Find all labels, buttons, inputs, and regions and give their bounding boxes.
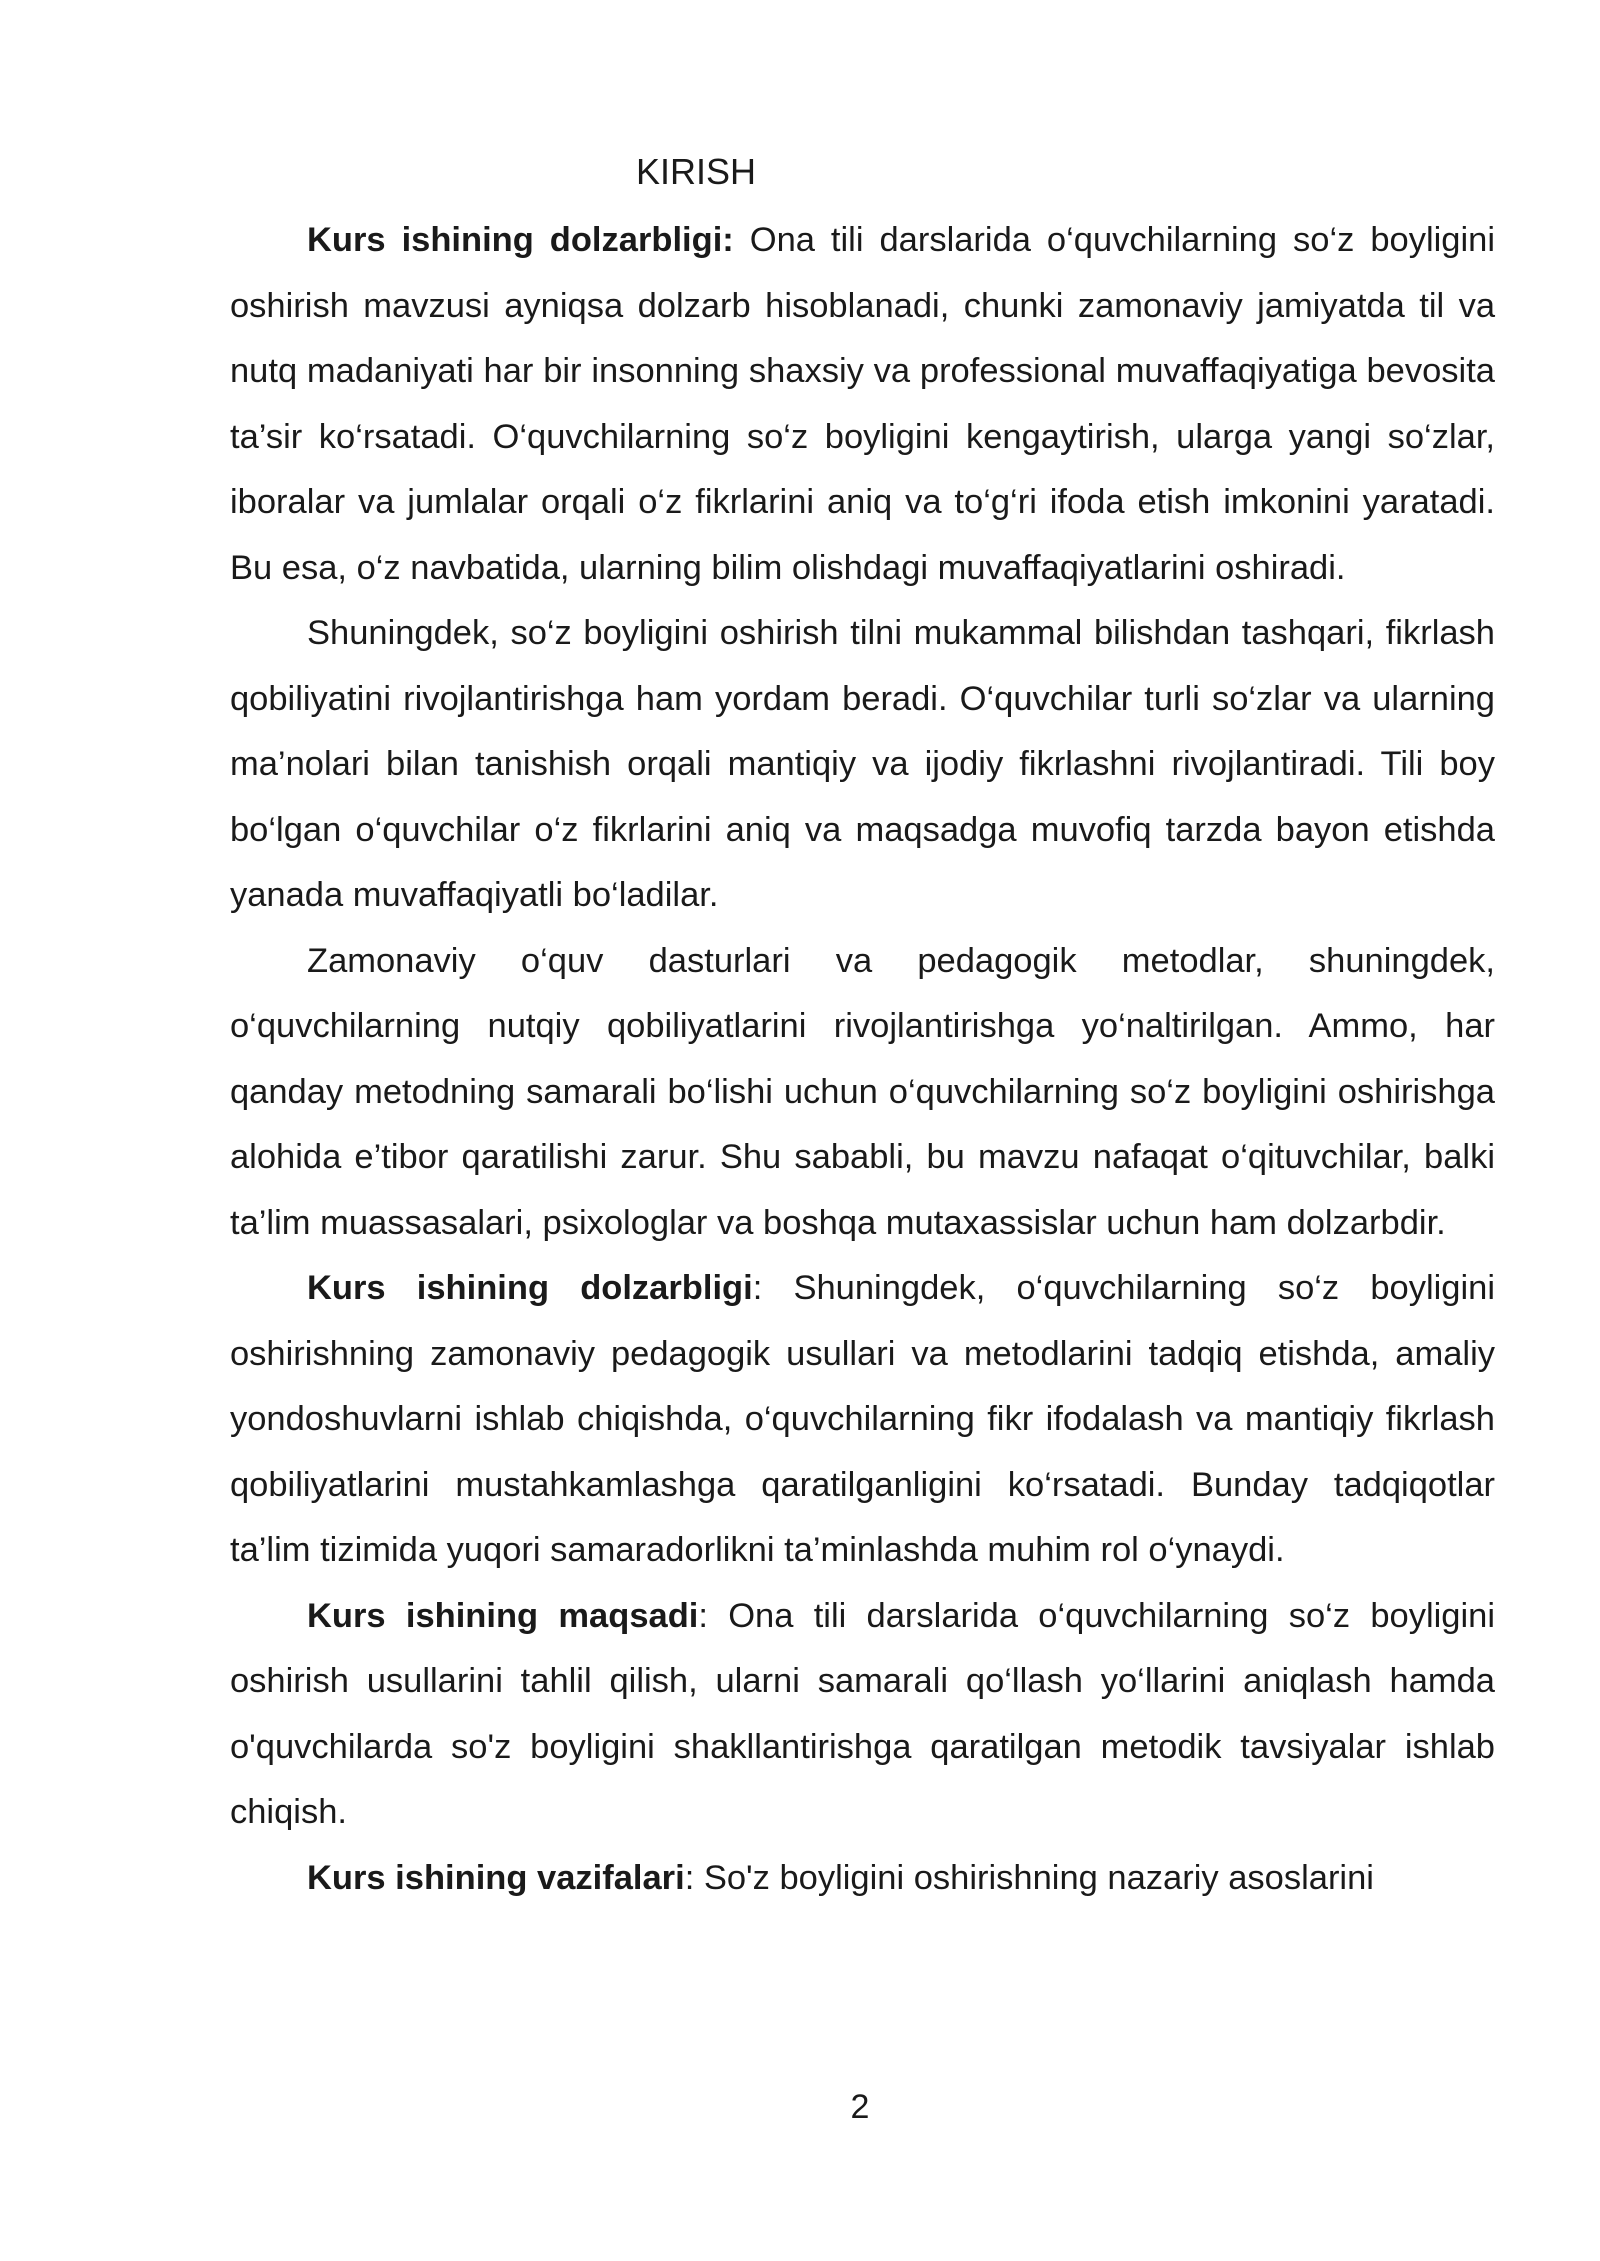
- paragraph-label: Kurs ishining dolzarbligi: [307, 1269, 753, 1307]
- paragraph-vazifalari: [230, 1846, 1495, 1912]
- paragraph-text: Shuningdek, so‘z boyligini oshirish tilni mukammal bilishdan tashqari, fikrlash qobiliyatini rivojlantirishga ham yordam beradi. O‘quvchilar turli so‘zlar va ularning ma’nolari bilan tanishish orqali mantiqiy va ijodiy fikrlashni rivojlantiradi. Tili boy bo‘lgan o‘quvchilar o‘z fikrlarini aniq va maqsadga muvofiq tarzda bayon etishda yanada muvaffaqiyatli bo‘ladilar.: [230, 614, 1495, 914]
- paragraph-label: Kurs ishining maqsadi: [307, 1596, 699, 1635]
- paragraph-text: : Ona tili darslarida o‘quvchilarning so‘z boyligini oshirish usullarini tahlil qilish, ularni samarali qo‘llash yo‘llarini aniqlash hamda o'quvchilarda so'z boyligini shakllantirishga qaratilgan metodik tavsiyalar ishlab chiqish.: [230, 1596, 1495, 1831]
- paragraph-dolzarbligi-2: [230, 1256, 1495, 1584]
- paragraph-text: Zamonaviy o‘quv dasturlari va pedagogik metodlar, shuningdek, o‘quvchilarning nutqiy qobiliyatlarini rivojlantirishga yo‘naltirilgan. Ammo, har qanday metodning samarali bo‘lishi uchun o‘quvchilarning so‘z boyligini oshirishga alohida e’tibor qaratilishi zarur. Shu sababli, bu mavzu nafaqat o‘qituvchilar, balki ta’lim muassasalari, psixologlar va boshqa mutaxassislar uchun ham dolzarbdir.: [230, 941, 1495, 1242]
- paragraph-zamonaviy: [230, 929, 1495, 1257]
- paragraph-dolzarbligi: [230, 208, 1495, 601]
- paragraph-label: Kurs ishining vazifalari: [307, 1858, 685, 1897]
- page-number: 2: [850, 2088, 870, 2126]
- page-title: KIRISH: [636, 151, 757, 192]
- paragraph-label: Kurs ishining dolzarbligi:: [307, 221, 734, 259]
- paragraph-maqsadi: [230, 1584, 1495, 1846]
- paragraph-shuningdek: [230, 601, 1495, 929]
- paragraph-text: : Shuningdek, o‘quvchilarning so‘z boyligini oshirishning zamonaviy pedagogik usullari va metodlarini tadqiq etishda, amaliy yondoshuvlarni ishlab chiqishda, o‘quvchilarning fikr ifodalash va mantiqiy fikrlash qobiliyatlarini mustahkamlashga qaratilganligini ko‘rsatadi. Bunday tadqiqotlar ta’lim tizimida yuqori samaradorlikni ta’minlashda muhim rol o‘ynaydi.: [230, 1269, 1496, 1569]
- paragraph-text: Ona tili darslarida o‘quvchilarning so‘z boyligini oshirish mavzusi ayniqsa dolzarb hisoblanadi, chunki zamonaviy jamiyatda til va nutq madaniyati har bir insonning shaxsiy va professional muvaffaqiyatiga bevosita ta’sir ko‘rsatadi. O‘quvchilarning so‘z boyligini kengaytirish, ularga yangi so‘zlar, iboralar va jumlalar orqali o‘z fikrlarini aniq va to‘g‘ri ifoda etish imkonini yaratadi. Bu esa, o‘z navbatida, ularning bilim olishdagi muvaffaqiyatlarini oshiradi.: [230, 221, 1496, 587]
- paragraph-text: : So'z boyligini oshirishning nazariy asoslarini: [684, 1858, 1374, 1897]
- document-body: [230, 208, 1495, 1911]
